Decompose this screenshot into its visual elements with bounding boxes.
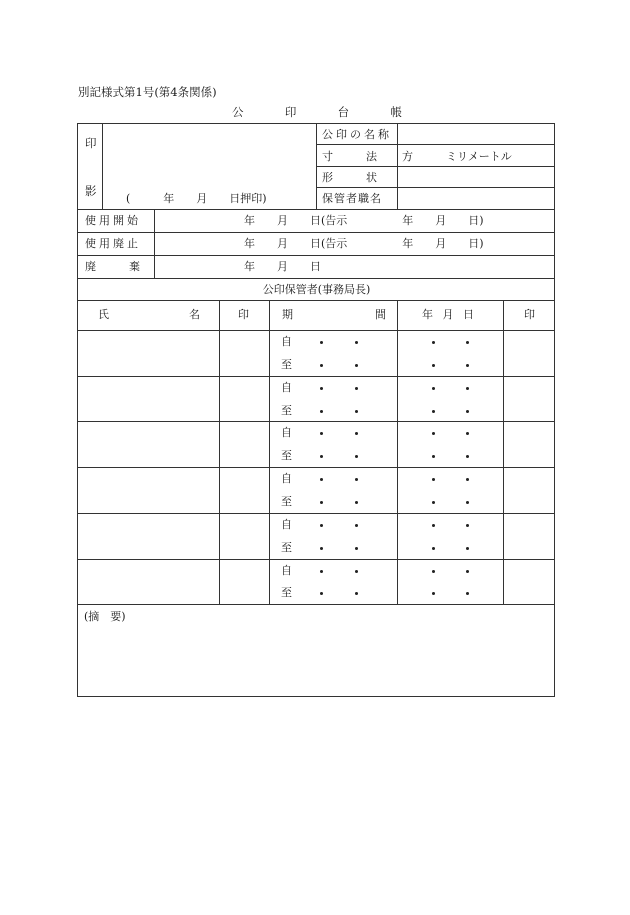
divider [78, 232, 555, 233]
custodian-name-cell[interactable] [79, 560, 218, 604]
custodian-seal-cell[interactable] [220, 422, 268, 466]
usage-start-label: 使用開始 [85, 214, 141, 227]
divider [316, 187, 555, 188]
period-date-dot [320, 432, 323, 435]
header-period [282, 309, 386, 320]
date-dot [466, 478, 469, 481]
seal-name-label-text: 公印の名称 [322, 128, 392, 141]
period-to-label: 至 [281, 403, 292, 417]
period-date-dot [320, 478, 323, 481]
header-date-char: 月 [442, 308, 454, 321]
period-date-dot [320, 455, 323, 458]
custodian-seal-cell[interactable] [220, 377, 268, 421]
period-date-dot [320, 387, 323, 390]
period-date-dot [320, 364, 323, 367]
period-date-dot [355, 547, 358, 550]
period-date-dot [355, 410, 358, 413]
seal-name-label [322, 129, 392, 140]
custodian-seal2-cell[interactable] [504, 514, 554, 558]
divider [78, 604, 555, 605]
date-dot [432, 524, 435, 527]
period-to-label: 至 [281, 494, 292, 508]
seal-impression-label-bottom: 影 [85, 184, 97, 198]
remarks-field[interactable] [84, 624, 548, 694]
header-period-char: 間 [375, 308, 386, 321]
title-char: 印 [284, 105, 297, 119]
period-from-label: 自 [281, 563, 292, 577]
title-char: 台 [337, 105, 350, 119]
seal-size-label: 寸 法 [322, 150, 377, 163]
period-date-dot [355, 570, 358, 573]
custodian-seal2-cell[interactable] [504, 422, 554, 466]
form-title [232, 104, 402, 120]
disposal-label: 廃 棄 [85, 260, 140, 273]
date-dot [432, 410, 435, 413]
seal-shape-label: 形 状 [322, 171, 377, 184]
title-char: 帳 [390, 105, 402, 119]
header-name [98, 309, 200, 320]
date-dot [432, 592, 435, 595]
period-date-dot [355, 387, 358, 390]
divider [78, 278, 555, 279]
period-to-label: 至 [281, 540, 292, 554]
seal-impression-label-top: 印 [85, 136, 97, 150]
divider [316, 144, 555, 145]
divider [154, 209, 155, 278]
period-from-label: 自 [281, 472, 292, 486]
date-dot [432, 432, 435, 435]
usage-end-date[interactable]: 年 月 日(告示 年 月 日) [244, 237, 484, 250]
date-dot [466, 455, 469, 458]
period-from-label: 自 [281, 517, 292, 531]
stamp-date-line: ( 年 月 日押印) [126, 192, 267, 205]
header-date [422, 309, 474, 320]
period-date-dot [355, 478, 358, 481]
date-dot [466, 501, 469, 504]
period-date-dot [320, 547, 323, 550]
seal-impression-area[interactable] [103, 125, 315, 185]
period-date-dot [355, 364, 358, 367]
date-dot [466, 570, 469, 573]
period-date-dot [355, 592, 358, 595]
date-dot [466, 364, 469, 367]
header-name-char: 名 [189, 308, 200, 321]
form-caption: 別記様式第1号(第4条関係) [78, 85, 217, 99]
period-from-label: 自 [281, 380, 292, 394]
header-date-char: 年 [422, 308, 433, 321]
period-date-dot [320, 410, 323, 413]
date-dot [432, 547, 435, 550]
period-date-dot [320, 570, 323, 573]
custodian-seal-cell[interactable] [220, 560, 268, 604]
period-date-dot [355, 432, 358, 435]
header-date-char: 日 [463, 308, 474, 321]
custodian-title-label: 保管者職名 [322, 192, 382, 205]
header-seal: 印 [238, 308, 249, 321]
period-to-label: 至 [281, 586, 292, 600]
usage-start-date[interactable]: 年 月 日(告示 年 月 日) [244, 214, 484, 227]
usage-end-label: 使用廃止 [85, 237, 141, 250]
date-dot [466, 432, 469, 435]
custodian-name-cell[interactable] [79, 422, 218, 466]
custodian-seal2-cell[interactable] [504, 377, 554, 421]
seal-size-field[interactable]: 方 ミリメートル [402, 150, 512, 163]
date-dot [466, 341, 469, 344]
period-date-dot [320, 341, 323, 344]
disposal-date[interactable]: 年 月 日 [244, 260, 321, 273]
period-date-dot [320, 501, 323, 504]
date-dot [466, 524, 469, 527]
custodian-seal-cell[interactable] [220, 514, 268, 558]
header-period-char: 期 [282, 308, 293, 321]
custodian-name-cell[interactable] [79, 468, 218, 512]
divider [78, 300, 555, 301]
period-date-dot [355, 455, 358, 458]
header-seal-2: 印 [524, 308, 535, 321]
custodian-seal2-cell[interactable] [504, 331, 554, 375]
date-dot [432, 341, 435, 344]
seal-ledger-form [77, 123, 555, 697]
custodian-name-cell[interactable] [79, 377, 218, 421]
date-dot [466, 387, 469, 390]
custodian-seal2-cell[interactable] [504, 468, 554, 512]
header-name-char: 氏 [98, 308, 109, 321]
custodian-seal2-cell[interactable] [504, 560, 554, 604]
custodian-name-cell[interactable] [79, 514, 218, 558]
divider [316, 166, 555, 167]
period-to-label: 至 [281, 357, 292, 371]
date-dot [432, 387, 435, 390]
date-dot [466, 592, 469, 595]
date-dot [432, 570, 435, 573]
title-char: 公 [232, 105, 244, 119]
period-date-dot [320, 592, 323, 595]
period-from-label: 自 [281, 426, 292, 440]
divider [78, 209, 555, 210]
divider [78, 255, 555, 256]
custodian-section-title: 公印保管者(事務局長) [262, 283, 371, 296]
custodian-name-cell[interactable] [79, 331, 218, 375]
period-date-dot [355, 524, 358, 527]
remarks-label: (摘 要) [84, 610, 126, 623]
custodian-seal-cell[interactable] [220, 468, 268, 512]
custodian-seal-cell[interactable] [220, 331, 268, 375]
date-dot [432, 455, 435, 458]
period-from-label: 自 [281, 335, 292, 348]
date-dot [432, 478, 435, 481]
date-dot [432, 501, 435, 504]
period-date-dot [355, 341, 358, 344]
period-date-dot [355, 501, 358, 504]
period-date-dot [320, 524, 323, 527]
date-dot [466, 410, 469, 413]
date-dot [432, 364, 435, 367]
date-dot [466, 547, 469, 550]
period-to-label: 至 [281, 449, 292, 463]
